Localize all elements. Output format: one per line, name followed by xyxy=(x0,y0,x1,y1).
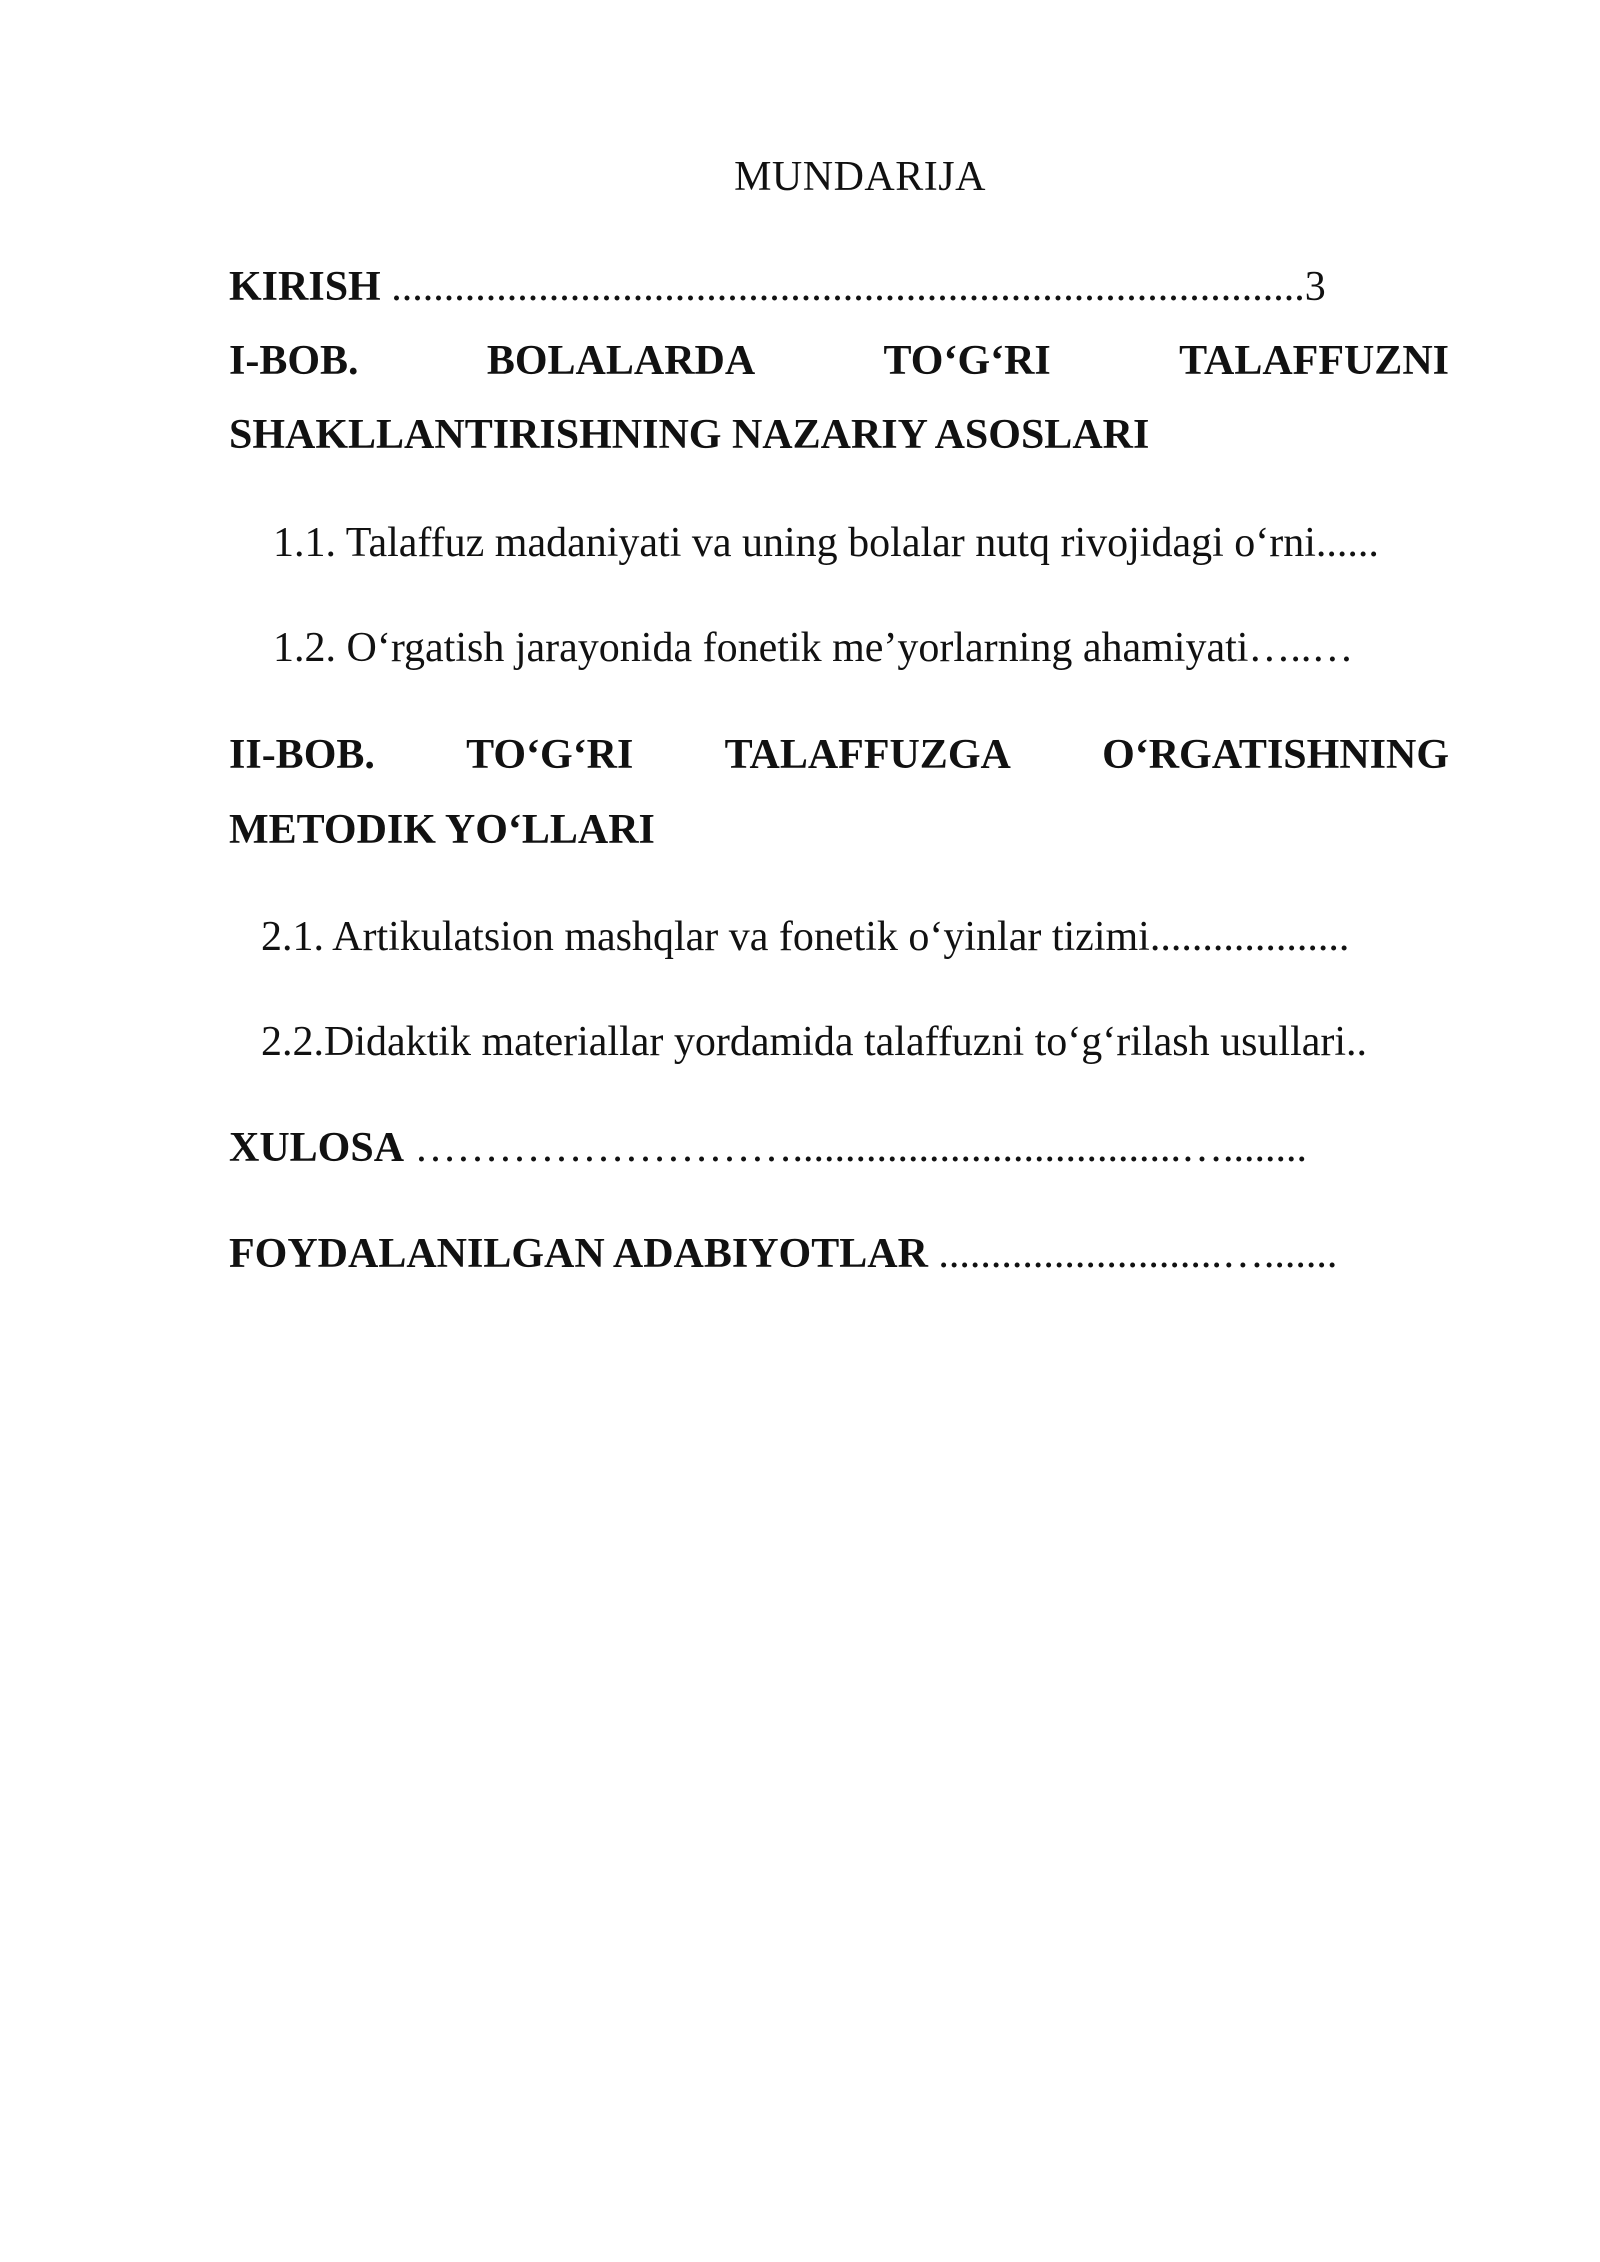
toc-label: KIRISH xyxy=(229,264,381,310)
toc-entry-adabiyotlar[interactable] xyxy=(229,1229,1449,1279)
toc-word: BOLALARDA xyxy=(486,338,756,384)
toc-entry-2-2[interactable]: 2.2.Didaktik materiallar yordamida talaffuzni to‘g‘rilash usullari.. xyxy=(261,1019,1368,1065)
toc-word: O‘RGATISHNING xyxy=(1102,732,1449,778)
toc-entry-bob1-line1[interactable] xyxy=(229,336,1449,386)
toc-label: XULOSA xyxy=(229,1125,405,1171)
toc-entry-kirish[interactable] xyxy=(229,262,1449,312)
toc-entry-1-1[interactable]: 1.1. Talaffuz madaniyati va uning bolalar nutq rivojidagi o‘rni...... xyxy=(273,520,1379,566)
toc-entry-2-1[interactable]: 2.1. Artikulatsion mashqlar va fonetik o‘yinlar tizimi................... xyxy=(261,914,1350,960)
toc-word: II-BOB. xyxy=(229,732,375,778)
toc-leader-dots: ....................................................................................... xyxy=(380,264,1305,310)
toc-word: TO‘G‘RI xyxy=(466,732,634,778)
toc-word: TALAFFUZGA xyxy=(724,732,1011,778)
toc-entry-bob2-line2[interactable]: METODIK YO‘LLARI xyxy=(229,807,655,853)
page-title: MUNDARIJA xyxy=(734,154,986,200)
toc-word: I-BOB. xyxy=(229,338,359,384)
toc-word: TO‘G‘RI xyxy=(883,338,1051,384)
toc-entry-bob2-line1[interactable] xyxy=(229,730,1449,780)
toc-entry-1-2[interactable]: 1.2. O‘rgatish jarayonida fonetik me’yorlarning ahamiyati…..… xyxy=(273,625,1354,671)
toc-leader-dots: ……………………….....................................…........ xyxy=(404,1125,1308,1171)
toc-word: TALAFFUZNI xyxy=(1179,338,1449,384)
toc-page-number: 3 xyxy=(1304,264,1326,310)
toc-entry-bob1-line2[interactable]: SHAKLLANTIRISHNING NAZARIY ASOSLARI xyxy=(229,412,1150,458)
toc-leader-dots: ...........................…....... xyxy=(927,1231,1338,1277)
toc-entry-xulosa[interactable] xyxy=(229,1123,1449,1173)
toc-label: FOYDALANILGAN ADABIYOTLAR xyxy=(229,1231,928,1277)
